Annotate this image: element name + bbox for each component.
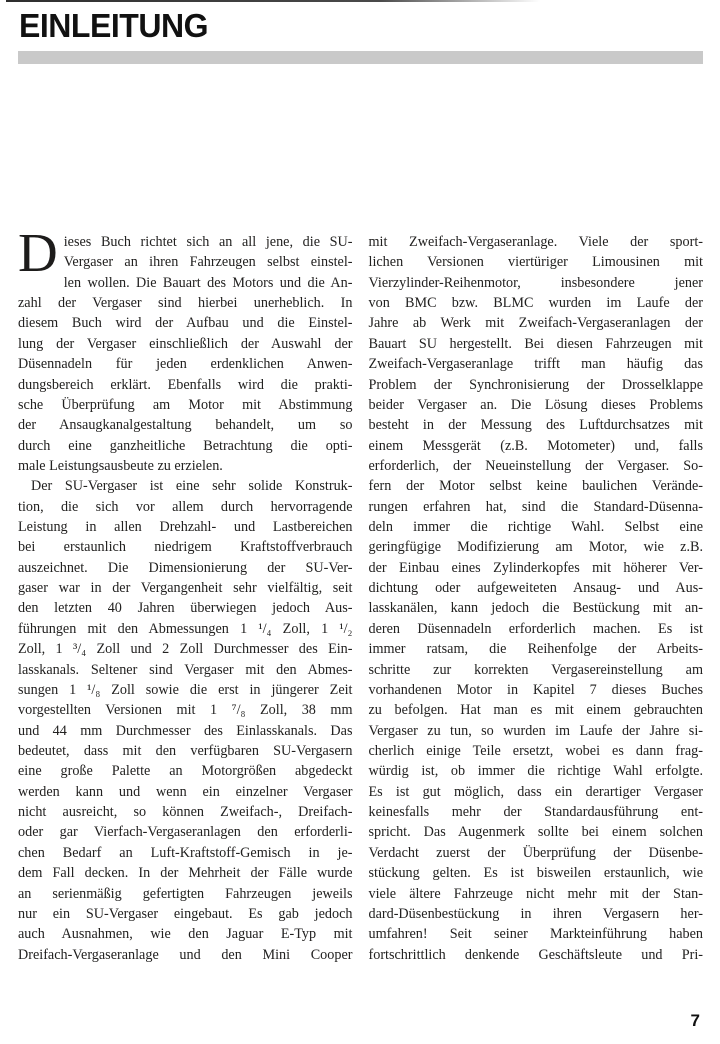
text-line: führungen mit den Abmessungen 1 ¹/₄ Zoll, 1 ¹/₂ [18, 620, 353, 637]
text-line: gaser war in der Vergangenheit sehr vielfältig, seit [18, 580, 353, 597]
chapter-title: EINLEITUNG [19, 7, 208, 44]
text-line: dungsbereich erklärt. Ebenfalls wird die prakti- [18, 376, 353, 393]
text-line: bedeutet, dass mit den verfügbaren SU-Vergasern [18, 742, 353, 759]
text-line: an serienmäßig gefertigten Fahrzeugen jeweils [18, 885, 353, 902]
text-line: Zweifach-Vergaseranlage trifft man häufig das [368, 356, 703, 373]
title-underline-bar [18, 51, 703, 64]
text-line: beider Vergaser an. Die Lösung dieses Problems [368, 396, 703, 413]
text-line: besteht in der Messung des Luftdurchsatzes mit [368, 417, 703, 434]
text-line: sungen 1 ¹/₈ Zoll sowie die erst in jüngerer Zeit [18, 681, 353, 698]
text-line: zu befolgen. Hat man es mit einem gebrauchten [368, 702, 703, 719]
text-line: durch eine ganzheitliche Betrachtung die opti- [18, 437, 353, 454]
text-line: werden kann und wenn ein einzelner Vergaser [18, 783, 353, 800]
text-line: stückung gelten. Es ist bisweilen erstaunlich, wie [368, 865, 703, 882]
text-line: len wollen. Die Bauart des Motors und die An- [63, 274, 353, 291]
text-line: dard-Düsenbestückung in ihren Vergasern her- [368, 905, 703, 922]
text-line: rungen erfahren hat, sind die Standard-Düsenna- [368, 498, 703, 515]
text-line: und 44 mm Durchmesser des Einlasskanals. Das [18, 722, 353, 739]
text-line: Zoll, 1 ³/₄ Zoll und 2 Zoll Durchmesser des Ein- [18, 641, 353, 658]
text-line: viele ältere Fahrzeuge nicht mehr mit der Stan- [368, 885, 703, 902]
text-line: lichen Versionen viertüriger Limousinen mit [368, 254, 703, 271]
text-line: ieses Buch richtet sich an all jene, die SU- [63, 234, 353, 250]
text-line: lasskanals. Seltener sind Vergaser mit den Abmes- [18, 661, 353, 678]
drop-cap: D [18, 222, 58, 283]
text-line: Problem der Synchronisierung der Drosselklappe [368, 376, 703, 393]
text-line: Verdacht zuerst der Überprüfung der Düsenbe- [368, 844, 703, 861]
text-line: spricht. Das Augenmerk sollte bei einem solchen [368, 824, 703, 841]
paragraph [18, 222, 353, 476]
text-line: einem Messgerät (z.B. Motometer) und, falls [368, 437, 703, 454]
text-line: chen Bedarf an Luft-Kraftstoff-Gemisch in je- [18, 844, 353, 861]
text-line: keinesfalls mehr der Standardausführung ent- [368, 804, 703, 821]
text-line: tion, die sich vor allem durch hervorragende [18, 498, 353, 515]
text-line: oder gar Vierfach-Vergaseranlagen den erforderli- [18, 824, 353, 841]
text-line: Vergaser zu tun, so wurden im Laufe der Jahre si- [368, 722, 703, 739]
text-line: deren Düsennadeln erforderlich machen. Es ist [368, 620, 703, 637]
text-line: Vergaser an ihren Fahrzeugen selbst einstel- [63, 254, 353, 271]
text-line: Es ist gut möglich, dass ein derartiger Vergaser [368, 783, 703, 800]
text-line: diesem Buch wird der Aufbau und die Einstel- [18, 315, 353, 332]
two-column-text-block [18, 222, 703, 965]
text-line: umfahren! Seit seiner Markteinführung haben [368, 926, 703, 943]
text-line: vorhandenen Motor in Kapitel 7 dieses Buches [368, 681, 703, 698]
text-line: bei erstaunlich niedrigem Kraftstoffverbrauch [18, 539, 353, 556]
text-line: Jahre ab Werk mit Zweifach-Vergaseranlagen der [368, 315, 703, 332]
text-line: dem Fall decken. In der Mehrheit der Fälle wurde [18, 865, 353, 882]
text-line: von BMC bzw. BLMC wurden im Laufe der [368, 295, 703, 312]
text-line: der Ansaugkanalgestaltung behandelt, um so [18, 417, 353, 434]
text-line: vorgestellten Versionen mit 1 ⁷/₈ Zoll, 38 mm [18, 702, 353, 719]
text-line: der Einbau eines Zylinderkopfes mit höherer Ver- [368, 559, 703, 576]
text-line: Bauart SU hergestellt. Bei diesen Fahrzeugen mit [368, 335, 703, 352]
text-line: cherlich einige Teile ersetzt, wobei es dann frag- [368, 742, 703, 759]
text-line: erforderlich, der Neueinstellung der Vergaser. So- [368, 457, 703, 474]
text-line: sche Überprüfung am Motor mit Abstimmung [18, 396, 353, 413]
text-line: lasskanälen, kann jedoch die Bestückung mit an- [368, 600, 703, 617]
text-line: fortschrittlich denkende Geschäftsleute und Pri- [368, 946, 703, 963]
page-edge-line [6, 0, 540, 2]
right-column [369, 232, 704, 965]
text-line: zahl der Vergaser sind hierbei unerheblich. In [18, 295, 353, 312]
text-line: nicht ausreicht, so können Zweifach-, Dreifach- [18, 804, 353, 821]
text-line: immer ratsam, die Reihenfolge der Arbeits- [368, 641, 703, 658]
page-number: 7 [690, 1011, 700, 1030]
text-line: nur ein SU-Vergaser eingebaut. Es gab jedoch [18, 905, 353, 922]
text-line: geringfügige Modifizierung am Motor, wie z.B. [368, 539, 703, 556]
text-line: würdig ist, ob immer die richtige Wahl erfolgte. [368, 763, 703, 780]
text-line: deln immer die richtige Wahl. Selbst eine [368, 519, 703, 536]
paragraph [369, 232, 704, 965]
text-line: Der SU-Vergaser ist eine sehr solide Konstruk- [31, 478, 353, 495]
text-line: den letzten 40 Jahren überwiegen jedoch Aus- [18, 600, 353, 617]
text-line: Vierzylinder-Reihenmotor, insbesondere jener [368, 274, 703, 291]
text-line: fern der Motor selbst keine baulichen Verände- [368, 478, 703, 495]
text-line: male Leistungsausbeute zu erzielen. [18, 457, 223, 474]
text-line: Leistung in allen Drehzahl- und Lastbereichen [18, 519, 353, 536]
paragraph [18, 476, 353, 965]
text-line: Dreifach-Vergaseranlage und den Mini Cooper [18, 946, 353, 963]
text-line: schritte zur korrekten Vergasereinstellung am [368, 661, 703, 678]
left-column [18, 222, 353, 965]
text-line: Düsennadeln für jeden erdenklichen Anwen- [18, 356, 353, 373]
text-line: mit Zweifach-Vergaseranlage. Viele der sport- [368, 234, 703, 250]
text-line: eine große Palette an Motorgrößen abgedeckt [18, 763, 353, 780]
text-line: auch Ausnahmen, wie den Jaguar E-Typ mit [18, 926, 353, 943]
text-line: dichtung oder aufgeweiteten Ansaug- und Aus- [368, 580, 703, 597]
text-line: lung der Vergaser einschließlich der Auswahl der [18, 335, 353, 352]
text-line: auszeichnet. Die Dimensionierung der SU-Ver- [18, 559, 353, 576]
